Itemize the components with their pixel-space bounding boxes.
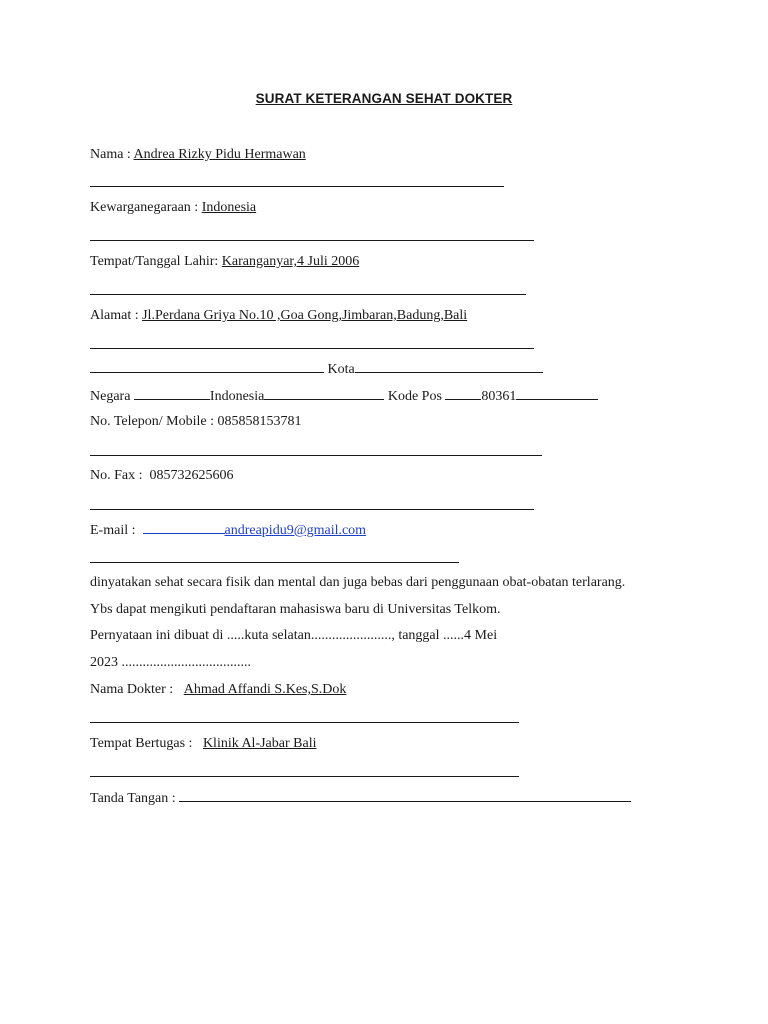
statement-health: dinyatakan sehat secara fisik dan mental dan juga bebas dari penggunaan obat-obatan terlarang.	[90, 575, 626, 590]
fax-line	[90, 467, 234, 485]
tempat-bertugas-value: Klinik Al-Jabar Bali	[202, 736, 317, 751]
negara-label: Negara	[90, 389, 134, 404]
dokter-label: Nama Dokter :	[90, 682, 177, 697]
kodepos-blank-post	[516, 387, 598, 400]
dokter-value: Ahmad Affandi S.Kes,S.Dok	[183, 682, 347, 697]
kodepos-label: Kode Pos	[384, 389, 446, 404]
dokter-line	[90, 681, 346, 699]
kewarganegaraan-value: Indonesia	[201, 200, 257, 215]
negara-value: Indonesia	[209, 389, 265, 404]
kewarganegaraan-line	[90, 199, 256, 217]
negara-blank-pre	[134, 387, 210, 400]
fax-value: 085732625606	[149, 468, 234, 483]
email-line	[90, 521, 366, 540]
kodepos-value: 80361	[481, 389, 517, 404]
negara-blank-post	[264, 387, 384, 400]
statement-place-date: Pernyataan ini dibuat di .....kuta selatan......................., tanggal ......4 Mei	[90, 628, 498, 643]
kota-line	[90, 360, 543, 379]
statement-year: 2023 .....................................	[90, 655, 251, 670]
nama-line	[90, 146, 306, 164]
kodepos-blank-pre	[445, 387, 481, 400]
email-link[interactable]: andreapidu9@gmail.com	[224, 523, 367, 538]
negara-line	[90, 387, 598, 406]
ttl-label: Tempat/Tanggal Lahir:	[90, 254, 222, 269]
telepon-label: No. Telepon/ Mobile :	[90, 414, 218, 429]
tanda-tangan-line	[90, 789, 631, 808]
fax-underline	[90, 509, 534, 510]
ttl-underline	[90, 294, 526, 295]
alamat-underline	[90, 348, 534, 349]
telepon-value: 085858153781	[217, 414, 302, 429]
telepon-underline	[90, 455, 542, 456]
tanda-tangan-label: Tanda Tangan :	[90, 791, 180, 806]
document-title: SURAT KETERANGAN SEHAT DOKTER	[255, 91, 513, 106]
alamat-line	[90, 307, 467, 325]
nama-label: Nama :	[90, 147, 134, 162]
kota-blank	[355, 360, 543, 373]
statement-registration: Ybs dapat mengikuti pendaftaran mahasiswa baru di Universitas Telkom.	[90, 602, 501, 617]
telepon-line	[90, 413, 301, 431]
fax-label: No. Fax :	[90, 468, 146, 483]
kota-label: Kota	[324, 362, 355, 377]
tempat-bertugas-line	[90, 735, 316, 753]
email-blank	[143, 521, 225, 534]
kota-leading-blank	[90, 360, 324, 373]
tempat-bertugas-label: Tempat Bertugas :	[90, 736, 196, 751]
tempat-bertugas-underline	[90, 776, 519, 777]
email-label: E-mail :	[90, 523, 139, 538]
email-underline	[90, 562, 459, 563]
ttl-value: Karanganyar,4 Juli 2006	[221, 254, 360, 269]
alamat-label: Alamat :	[90, 308, 143, 323]
kewarganegaraan-underline	[90, 240, 534, 241]
ttl-line	[90, 253, 359, 271]
alamat-value: Jl.Perdana Griya No.10 ,Goa Gong,Jimbaran,Badung,Bali	[142, 308, 468, 323]
tanda-tangan-blank	[179, 789, 631, 802]
dokter-underline	[90, 722, 519, 723]
kewarganegaraan-label: Kewarganegaraan :	[90, 200, 202, 215]
nama-value: Andrea Rizky Pidu Hermawan	[133, 147, 306, 162]
nama-underline	[90, 186, 504, 187]
